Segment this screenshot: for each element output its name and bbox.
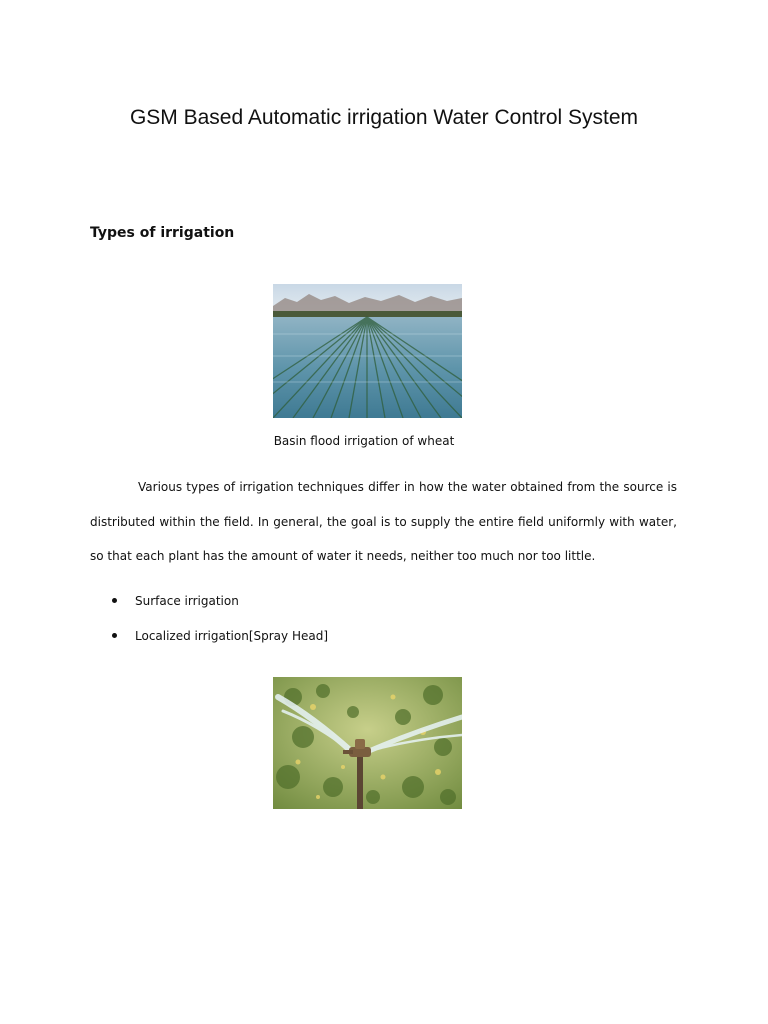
body-paragraph: Various types of irrigation techniques differ in how the water obtained from the source is distributed within the field. In general, the goal is to supply the entire field uniformly with water, so that each plant has the amount of water it needs, neither too much nor too little.: [90, 480, 677, 563]
figure-caption: Basin flood irrigation of wheat: [273, 434, 455, 448]
sprinkler-head-photo: [273, 677, 462, 809]
list-item-label: Localized irrigation[Spray Head]: [135, 629, 329, 643]
section-heading: Types of irrigation: [90, 225, 235, 241]
bullet-icon: [112, 598, 117, 603]
basin-flood-irrigation-photo: [273, 284, 462, 418]
bullet-icon: [112, 633, 117, 638]
document-title: GSM Based Automatic irrigation Water Control System: [129, 106, 639, 129]
list-item-label: Surface irrigation: [135, 594, 239, 608]
